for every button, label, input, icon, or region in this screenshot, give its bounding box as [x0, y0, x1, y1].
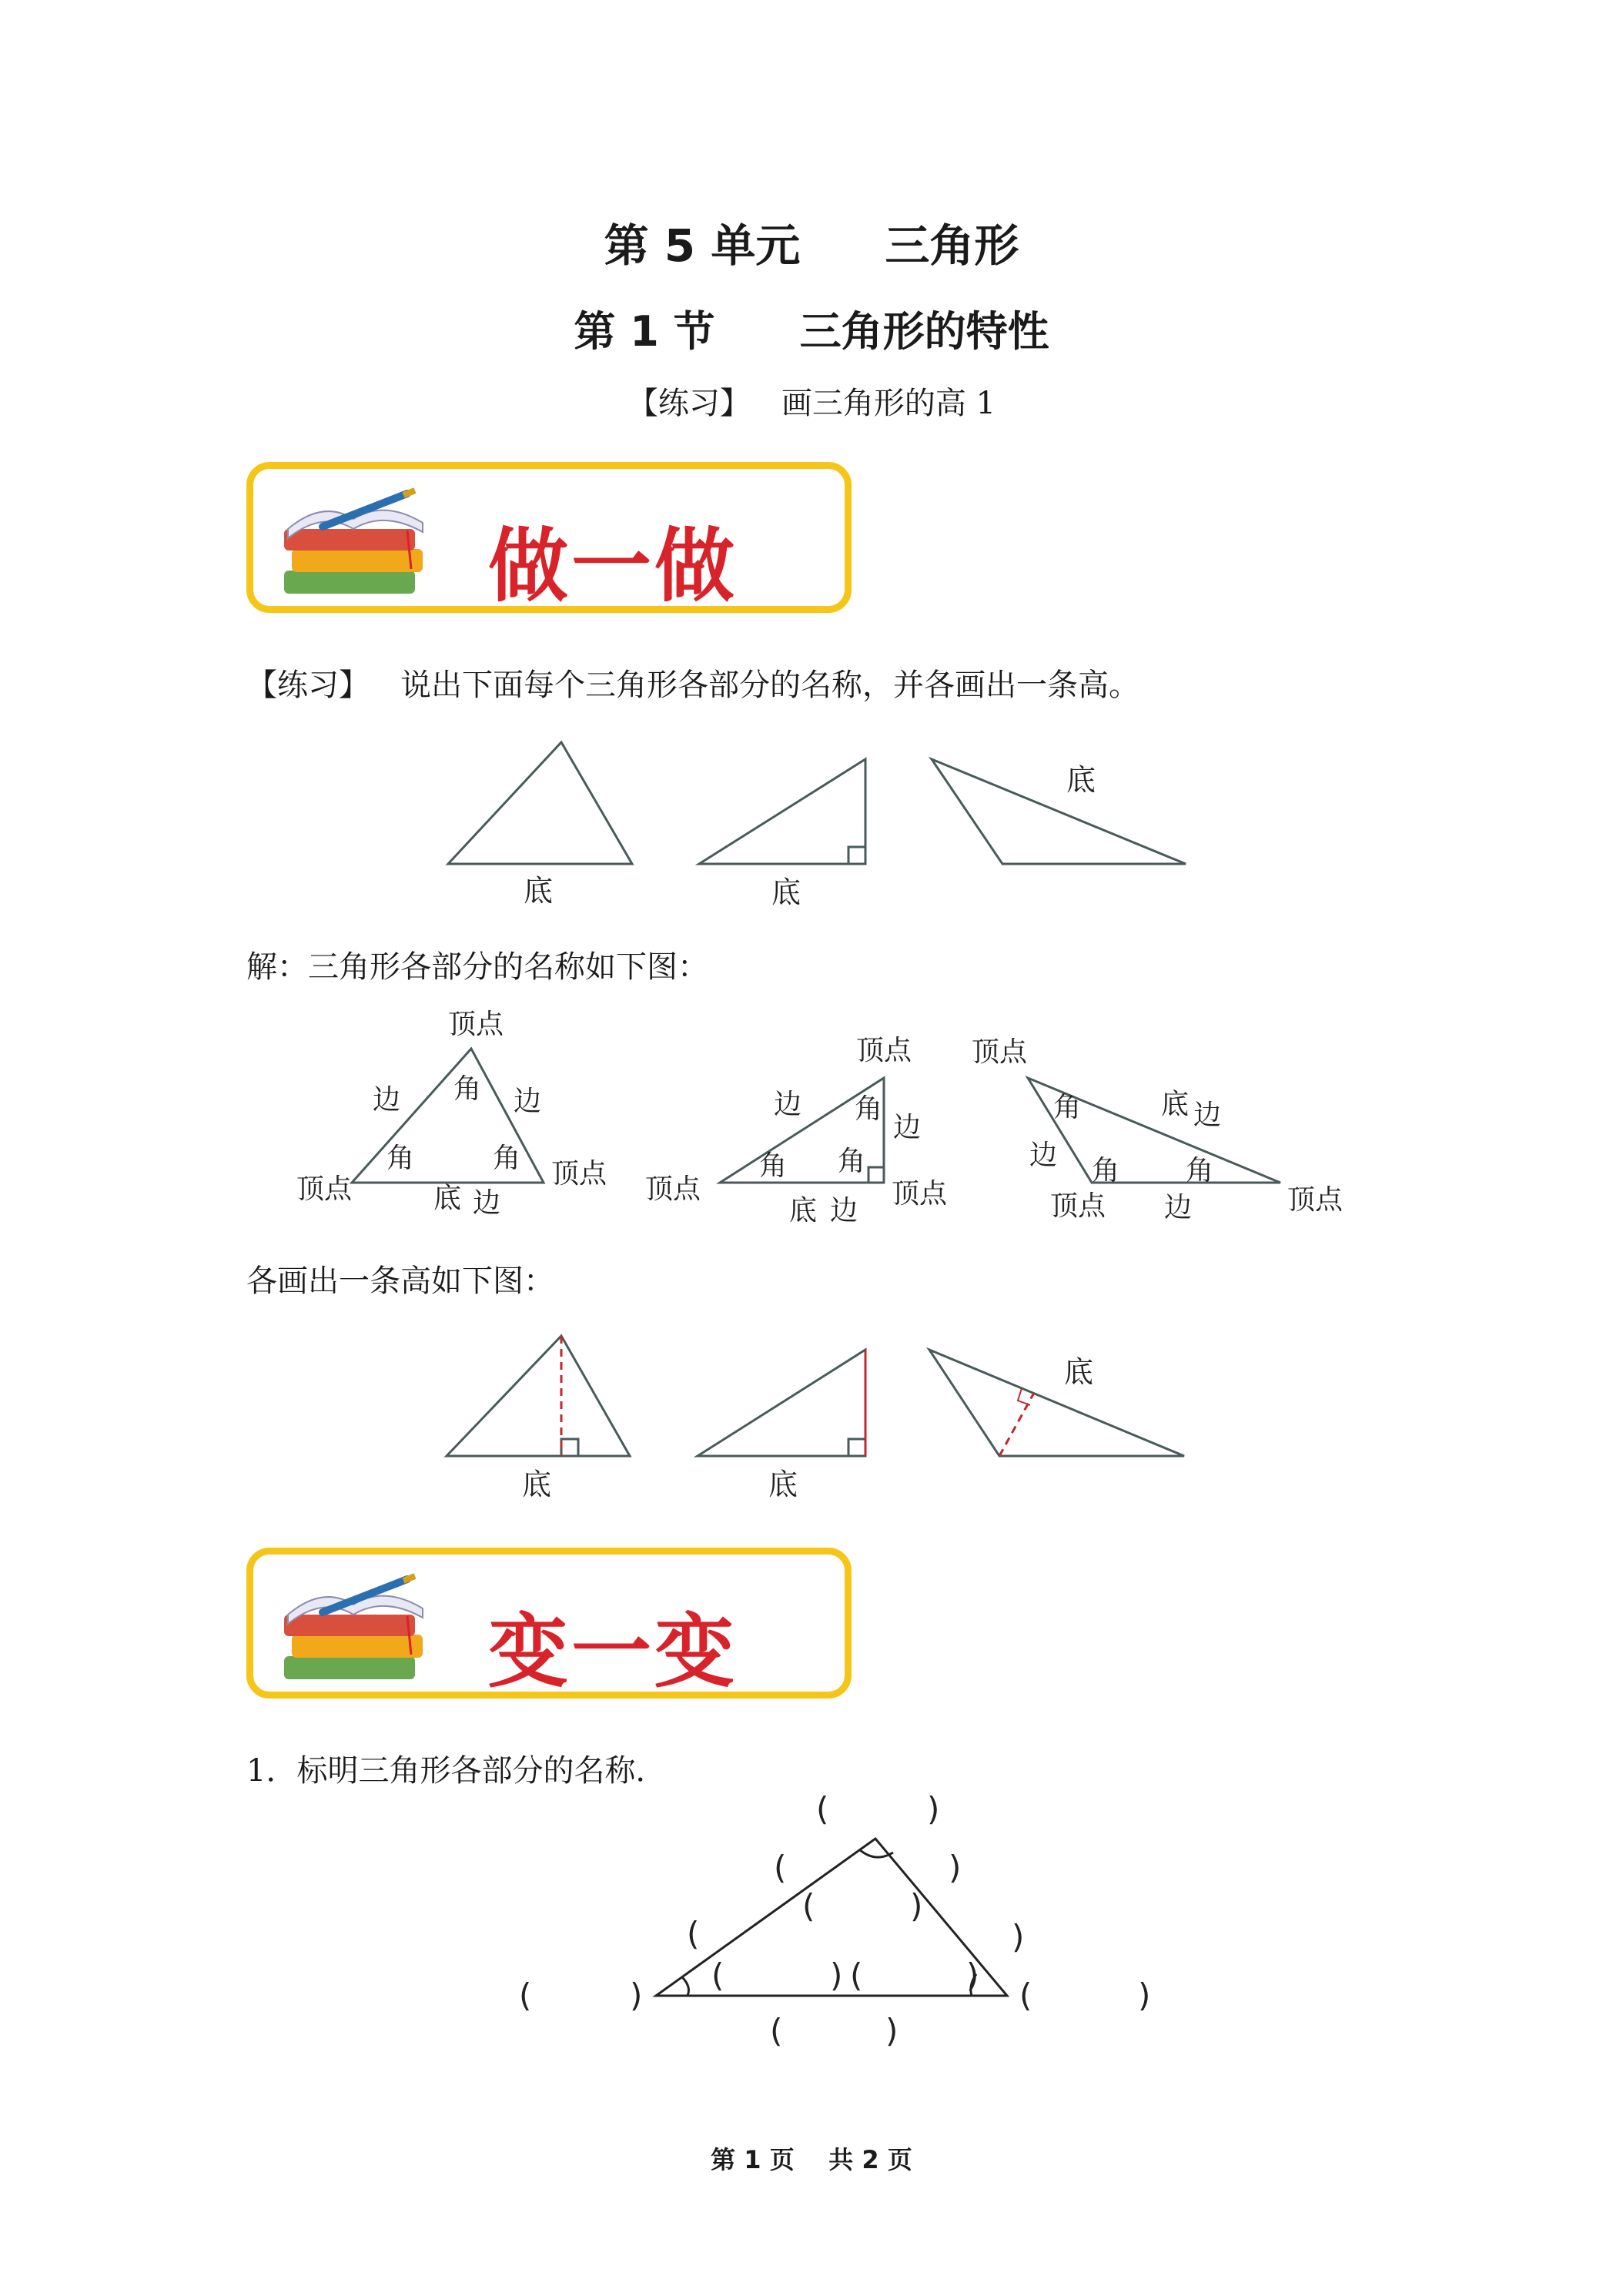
side-label: 边 — [514, 1086, 542, 1117]
side-label: 边 — [373, 1084, 401, 1116]
angle-label: 角 — [855, 1093, 883, 1125]
height-triangles — [0, 1328, 1623, 1509]
labeled-triangles — [0, 1001, 1623, 1232]
vertex-label: 顶点 — [972, 1036, 1028, 1068]
question-1: 1．标明三角形各部分的名称． — [246, 1753, 667, 1789]
blank-close[interactable]: ) — [949, 1849, 962, 1886]
blank-open[interactable]: ( — [687, 1915, 700, 1953]
angle-label: 角 — [1092, 1155, 1120, 1186]
vertex-label: 顶点 — [1050, 1190, 1106, 1222]
practice-heading: 【练习】 画三角形的高 1 — [627, 386, 996, 421]
page-footer: 第 1 页 共 2 页 — [711, 2145, 912, 2174]
right-angle-mark — [848, 847, 865, 864]
heights-intro: 各画出一条高如下图： — [246, 1263, 554, 1299]
question-triangle — [0, 1794, 1623, 2071]
vertex-label: 顶点 — [551, 1158, 607, 1190]
side-label: 边 — [473, 1187, 501, 1219]
stacked-books-icon — [276, 1570, 446, 1685]
blank-close[interactable]: ) — [1012, 1918, 1025, 1956]
angle-label: 角 — [759, 1150, 788, 1182]
blank-close[interactable]: ) — [630, 1976, 643, 2014]
angle-label: 角 — [387, 1143, 415, 1174]
triangle-obtuse — [932, 759, 1186, 864]
vertex-label: 顶点 — [645, 1173, 701, 1205]
height-line — [999, 1393, 1034, 1456]
blank-open[interactable]: ( — [1019, 1976, 1032, 2014]
vertex-label: 顶点 — [296, 1173, 353, 1205]
blank-open[interactable]: ( — [802, 1887, 815, 1925]
banner-word: 变一变 — [488, 1605, 738, 1699]
blank-open[interactable]: ( — [711, 1956, 724, 1994]
blank-close[interactable]: ) — [830, 1956, 843, 1994]
banner-change-it — [246, 1548, 852, 1699]
base-label: 底 — [1066, 763, 1096, 797]
blank-close[interactable]: ) — [966, 1956, 979, 1994]
blank-close[interactable]: ) — [1138, 1976, 1151, 2014]
angle-label: 角 — [838, 1146, 866, 1177]
blank-open[interactable]: ( — [770, 2012, 783, 2050]
exercise-prompt: 【练习】 说出下面每个三角形各部分的名称，并各画出一条高。 — [246, 668, 1139, 703]
side-label: 边 — [1193, 1099, 1222, 1131]
base-label: 底 — [768, 1468, 798, 1501]
stacked-books-icon — [276, 484, 446, 600]
blank-open[interactable]: ( — [816, 1794, 829, 1828]
side-label: 边 — [1029, 1140, 1058, 1171]
blank-close[interactable]: ) — [910, 1887, 923, 1925]
section-title: 第 1 节 三角形的特性 — [574, 307, 1049, 356]
base-label: 底 — [524, 874, 554, 908]
side-label: 边 — [1164, 1192, 1193, 1223]
vertex-label: 顶点 — [1287, 1184, 1344, 1216]
angle-arc — [682, 1977, 688, 1996]
base-label: 底 — [789, 1195, 818, 1227]
blank-close[interactable]: ) — [885, 2012, 899, 2050]
blank-open[interactable]: ( — [519, 1976, 532, 2014]
angle-label: 角 — [453, 1073, 482, 1105]
base-label: 底 — [522, 1468, 552, 1501]
banner-word: 做一做 — [488, 519, 738, 613]
triangle-right — [699, 759, 865, 864]
angle-label: 角 — [1053, 1092, 1082, 1123]
solution-intro: 解：三角形各部分的名称如下图： — [246, 949, 708, 985]
base-label: 底 — [1064, 1355, 1094, 1389]
triangle-acute — [448, 742, 632, 864]
side-label: 边 — [830, 1195, 858, 1227]
blank-open[interactable]: ( — [774, 1849, 787, 1886]
base-label: 底 — [433, 1183, 462, 1214]
vertex-label: 顶点 — [892, 1178, 948, 1210]
base-label: 底 — [771, 875, 801, 909]
vertex-label: 顶点 — [448, 1009, 504, 1040]
angle-label: 角 — [1186, 1155, 1214, 1186]
base-label: 底 — [1161, 1089, 1190, 1120]
unit-title: 第 5 单元 三角形 — [604, 219, 1019, 272]
banner-do-it — [246, 462, 852, 613]
exercise-triangles — [0, 739, 1623, 916]
angle-label: 角 — [493, 1143, 521, 1174]
blank-open[interactable]: ( — [850, 1956, 863, 1994]
blank-close[interactable]: ) — [927, 1794, 940, 1828]
side-label: 边 — [893, 1112, 922, 1143]
side-label: 边 — [774, 1089, 802, 1120]
vertex-label: 顶点 — [856, 1035, 912, 1066]
